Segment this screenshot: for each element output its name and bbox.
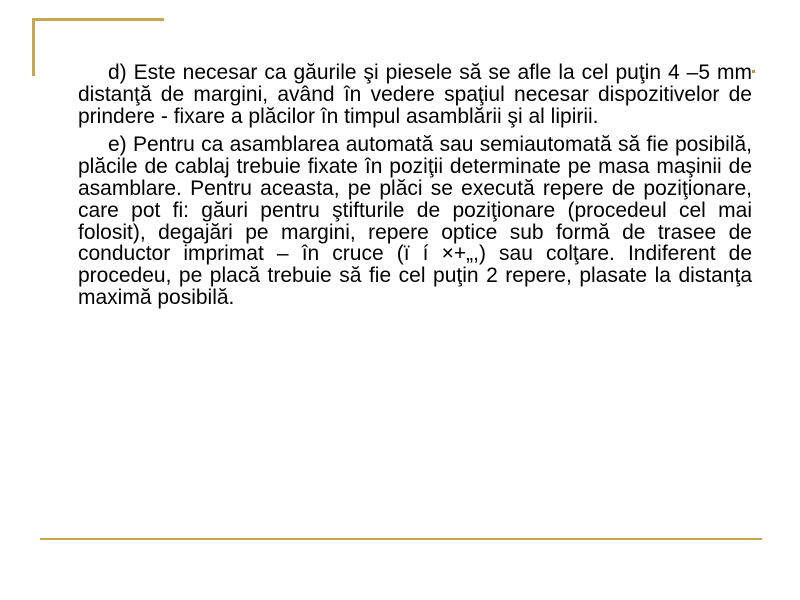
slide-body bbox=[78, 62, 752, 316]
paragraph-e: e) Pentru ca asamblarea automată sau semiautomată să fie posibilă, plăcile de cablaj trebuie fixate în poziţii determinate pe masa maşinii de asamblare. Pentru aceasta, pe plăci se execută repere de poziţionare, care pot fi: găuri pentru ştifturile de poziţionare (procedeul cel mai folosit), degajări pe margini, repere optice sub formă de trasee de conductor imprimat – în cruce (ï í ×+„,) sau colţare. Indiferent de procedeu, pe placă trebuie să fie cel puţin 2 repere, plasate la distanţa maximă posibilă. bbox=[78, 133, 752, 309]
corner-accent-horizontal bbox=[32, 18, 164, 21]
bottom-divider bbox=[40, 538, 762, 540]
paragraph-d: d) Este necesar ca găurile şi piesele să se afle la cel puţin 4 –5 mm distanţă de margini, având în vedere spaţiul necesar dispozitivelor de prindere - fixare a plăcilor în timpul asamblării şi al lipirii. bbox=[78, 61, 752, 128]
decorative-dot bbox=[752, 70, 755, 73]
corner-accent-vertical bbox=[32, 18, 35, 76]
